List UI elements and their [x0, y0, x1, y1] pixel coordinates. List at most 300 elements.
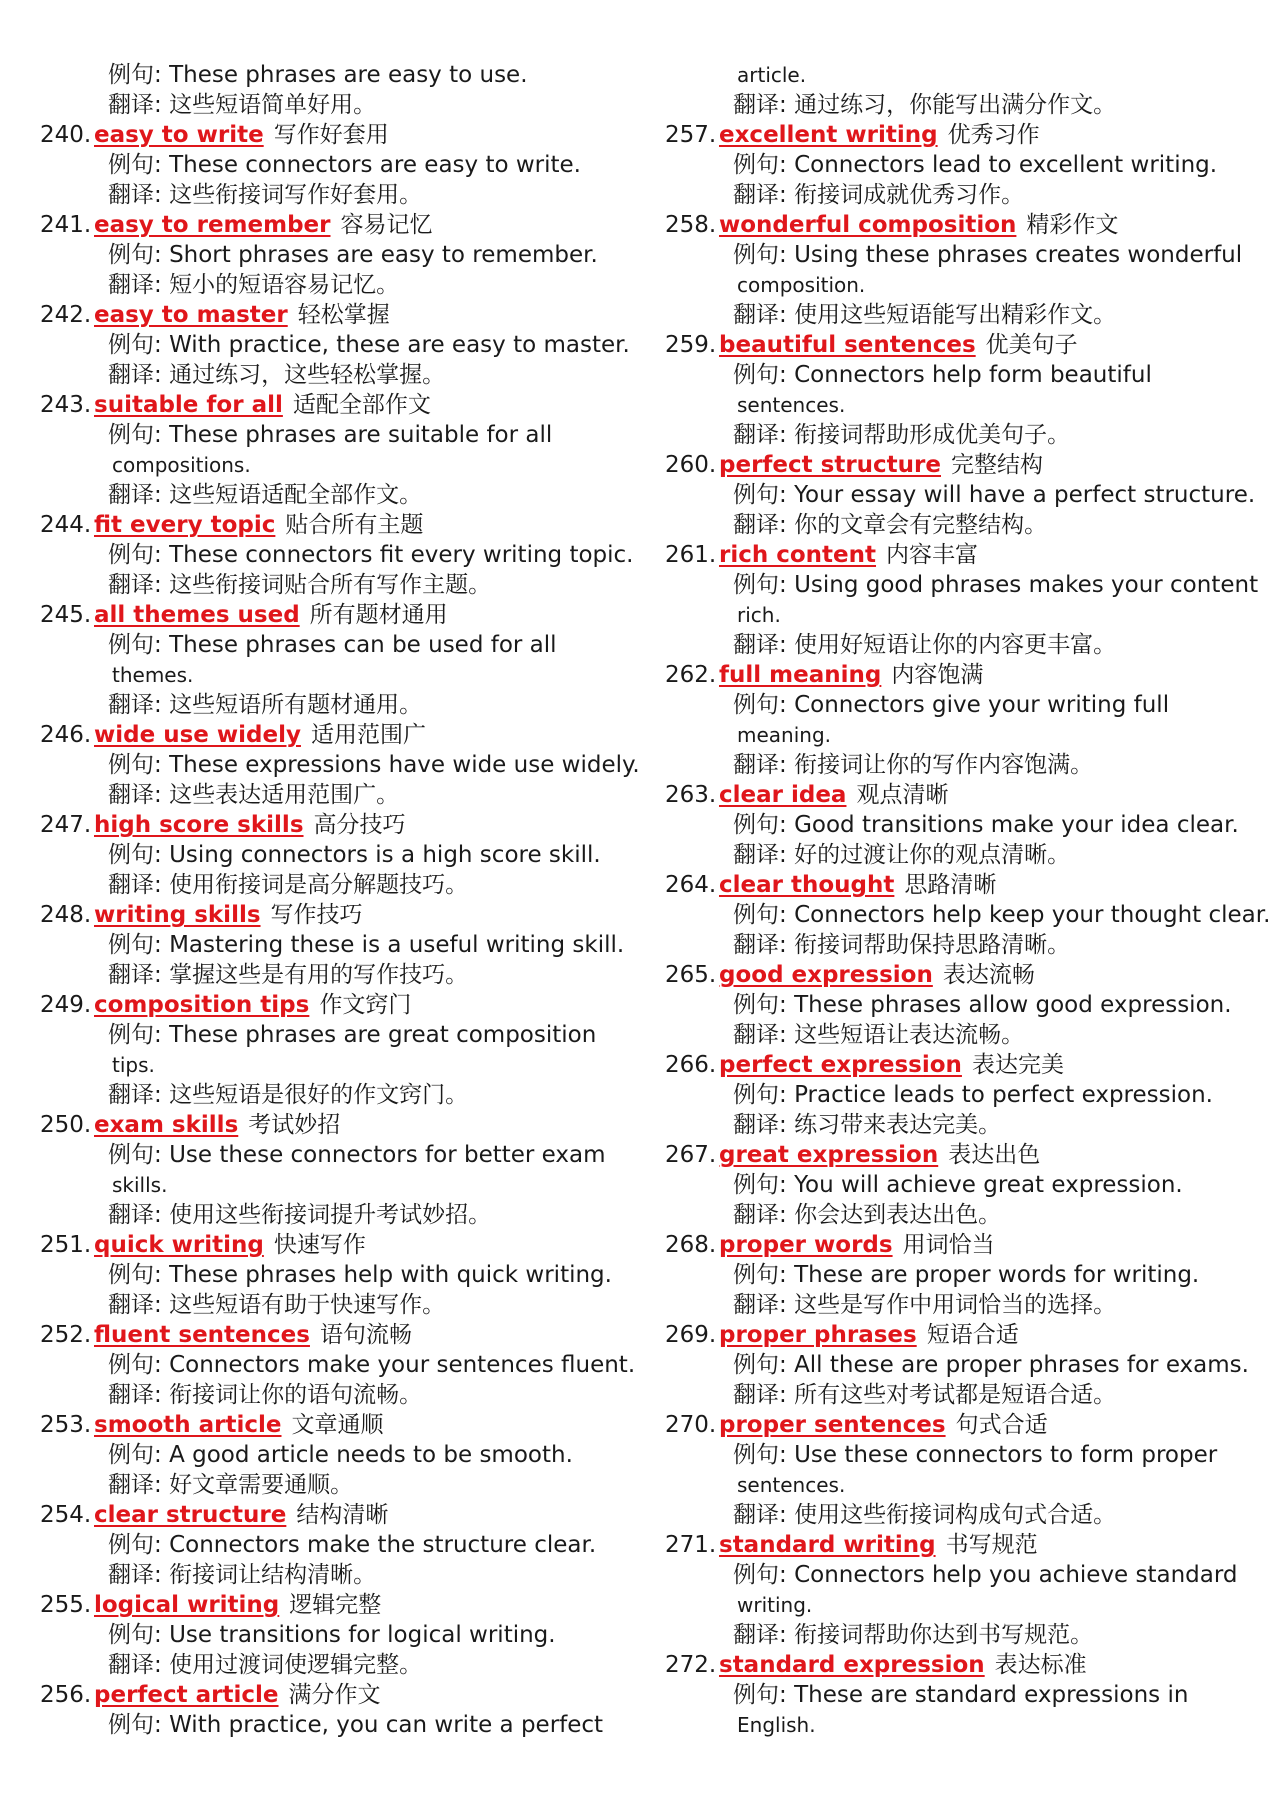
entry-term: full meaning	[719, 662, 882, 688]
entry-term: writing skills	[94, 902, 261, 928]
example-line	[665, 1440, 1265, 1470]
translation-text: 衔接词帮助形成优美句子。	[794, 422, 1071, 448]
translation-label: 翻译:	[733, 1382, 795, 1408]
example-line	[40, 1140, 640, 1170]
example-line	[40, 150, 640, 180]
translation-label: 翻译:	[108, 572, 170, 598]
entry-term: quick writing	[94, 1232, 264, 1258]
example-text: These are standard expressions in	[794, 1682, 1189, 1708]
entry-term: high score skills	[94, 812, 304, 838]
entry-chinese: 作文窍门	[319, 992, 412, 1018]
translation-label: 翻译:	[733, 302, 795, 328]
entry-number: 244.	[40, 512, 92, 538]
example-text: These phrases help with quick writing.	[169, 1262, 612, 1288]
translation-label: 翻译:	[108, 1382, 170, 1408]
entry-number: 257.	[665, 122, 717, 148]
translation-text: 练习带来表达完美。	[794, 1112, 1002, 1138]
example-continuation: skills.	[112, 1173, 168, 1197]
example-label: 例句:	[733, 1352, 795, 1378]
translation-text: 所有这些对考试都是短语合适。	[794, 1382, 1117, 1408]
entry-heading	[40, 390, 640, 420]
translation-text: 使用过渡词使逻辑完整。	[169, 1652, 423, 1678]
translation-label: 翻译:	[108, 1472, 170, 1498]
translation-line	[665, 1110, 1265, 1140]
example-label: 例句:	[108, 632, 170, 658]
example-label: 例句:	[108, 542, 170, 568]
translation-text: 衔接词让你的写作内容饱满。	[794, 752, 1094, 778]
entry-number: 272.	[665, 1652, 717, 1678]
translation-text: 使用好短语让你的内容更丰富。	[794, 632, 1117, 658]
example-line	[40, 930, 640, 960]
example-label: 例句:	[733, 242, 795, 268]
example-text: With practice, these are easy to master.	[169, 332, 630, 358]
entry-term: easy to remember	[94, 212, 331, 238]
translation-line	[665, 1290, 1265, 1320]
example-continuation: writing.	[737, 1593, 813, 1617]
translation-label: 翻译:	[108, 92, 170, 118]
entry-heading	[665, 1230, 1265, 1260]
example-label: 例句:	[108, 1262, 170, 1288]
entry-heading	[665, 1140, 1265, 1170]
translation-label: 翻译:	[733, 632, 795, 658]
translation-line	[665, 510, 1265, 540]
translation-text: 这些短语所有题材通用。	[169, 692, 423, 718]
entry-term: exam skills	[94, 1112, 239, 1138]
translation-line	[40, 780, 640, 810]
example-line	[665, 240, 1265, 270]
example-line	[665, 480, 1265, 510]
translation-line	[665, 90, 1265, 120]
translation-label: 翻译:	[108, 1652, 170, 1678]
entry-heading	[40, 1500, 640, 1530]
example-line	[665, 1170, 1265, 1200]
entry-chinese: 优美句子	[985, 332, 1078, 358]
entry-heading	[40, 1680, 640, 1710]
entry-chinese: 逻辑完整	[289, 1592, 382, 1618]
translation-line	[40, 1290, 640, 1320]
translation-label: 翻译:	[108, 692, 170, 718]
translation-text: 衔接词让你的语句流畅。	[169, 1382, 423, 1408]
example-label: 例句:	[733, 1682, 795, 1708]
example-text: These connectors are easy to write.	[169, 152, 581, 178]
entry-heading	[665, 960, 1265, 990]
entry-chinese: 观点清晰	[856, 782, 949, 808]
translation-text: 使用这些衔接词构成句式合适。	[794, 1502, 1117, 1528]
entry-chinese: 写作技巧	[270, 902, 363, 928]
example-text: Your essay will have a perfect structure.	[794, 482, 1256, 508]
translation-text: 使用这些短语能写出精彩作文。	[794, 302, 1117, 328]
translation-text: 掌握这些是有用的写作技巧。	[169, 962, 469, 988]
translation-text: 通过练习，这些轻松掌握。	[169, 362, 446, 388]
translation-line	[665, 1620, 1265, 1650]
example-line	[665, 360, 1265, 390]
example-line	[665, 690, 1265, 720]
example-text: Connectors make your sentences fluent.	[169, 1352, 636, 1378]
translation-label: 翻译:	[733, 752, 795, 778]
example-text: Use these connectors to form proper	[794, 1442, 1218, 1468]
entry-heading	[665, 1650, 1265, 1680]
example-label: 例句:	[108, 1532, 170, 1558]
translation-line	[40, 90, 640, 120]
entry-term: clear structure	[94, 1502, 287, 1528]
translation-line	[665, 1020, 1265, 1050]
entry-chinese: 精彩作文	[1026, 212, 1119, 238]
translation-label: 翻译:	[733, 1022, 795, 1048]
entry-heading	[40, 1410, 640, 1440]
entry-term: proper words	[719, 1232, 893, 1258]
entry-term: smooth article	[94, 1412, 282, 1438]
example-text: These connectors fit every writing topic.	[169, 542, 634, 568]
translation-label: 翻译:	[733, 1502, 795, 1528]
example-line	[40, 840, 640, 870]
translation-label: 翻译:	[108, 782, 170, 808]
example-label: 例句:	[733, 992, 795, 1018]
entry-heading	[665, 870, 1265, 900]
example-continuation: English.	[737, 1713, 816, 1737]
translation-line	[665, 750, 1265, 780]
entry-chinese: 表达完美	[971, 1052, 1064, 1078]
example-label: 例句:	[108, 932, 170, 958]
entry-heading	[665, 1050, 1265, 1080]
example-text: Good transitions make your idea clear.	[794, 812, 1239, 838]
entry-number: 241.	[40, 212, 92, 238]
translation-label: 翻译:	[108, 362, 170, 388]
entry-term: good expression	[719, 962, 933, 988]
entry-chinese: 优秀习作	[947, 122, 1040, 148]
entry-heading	[665, 540, 1265, 570]
translation-line	[40, 480, 640, 510]
example-text: These phrases can be used for all	[169, 632, 557, 658]
example-text: Mastering these is a useful writing skill.	[169, 932, 625, 958]
translation-text: 衔接词让结构清晰。	[169, 1562, 377, 1588]
example-text: Short phrases are easy to remember.	[169, 242, 598, 268]
example-line	[40, 240, 640, 270]
translation-line	[665, 180, 1265, 210]
example-text: Using connectors is a high score skill.	[169, 842, 601, 868]
translation-text: 好文章需要通顺。	[169, 1472, 354, 1498]
translation-line	[40, 1470, 640, 1500]
translation-label: 翻译:	[733, 512, 795, 538]
example-text: Connectors help form beautiful	[794, 362, 1152, 388]
translation-text: 这些衔接词写作好套用。	[169, 182, 423, 208]
entry-term: great expression	[719, 1142, 939, 1168]
example-text: Connectors help keep your thought clear.	[794, 902, 1271, 928]
entry-heading	[665, 780, 1265, 810]
translation-label: 翻译:	[108, 872, 170, 898]
entry-heading	[40, 510, 640, 540]
example-label: 例句:	[108, 242, 170, 268]
entry-number: 247.	[40, 812, 92, 838]
translation-text: 这些短语适配全部作文。	[169, 482, 423, 508]
entry-chinese: 表达流畅	[942, 962, 1035, 988]
entry-heading	[40, 1320, 640, 1350]
translation-line	[40, 570, 640, 600]
entry-number: 256.	[40, 1682, 92, 1708]
entry-heading	[665, 1320, 1265, 1350]
entry-number: 267.	[665, 1142, 717, 1168]
example-continuation: sentences.	[737, 393, 846, 417]
translation-label: 翻译:	[108, 1562, 170, 1588]
entry-term: clear thought	[719, 872, 895, 898]
right-column	[665, 60, 1271, 1740]
example-line	[40, 420, 640, 450]
example-line	[40, 1350, 640, 1380]
example-line	[40, 1710, 640, 1740]
entry-chinese: 快速写作	[273, 1232, 366, 1258]
translation-label: 翻译:	[733, 92, 795, 118]
example-text: These are proper words for writing.	[794, 1262, 1200, 1288]
entry-number: 242.	[40, 302, 92, 328]
entry-term: proper sentences	[719, 1412, 946, 1438]
example-text: With practice, you can write a perfect	[169, 1712, 604, 1738]
translation-text: 衔接词成就优秀习作。	[794, 182, 1025, 208]
entry-chinese: 文章通顺	[291, 1412, 384, 1438]
entry-term: easy to master	[94, 302, 288, 328]
entry-number: 259.	[665, 332, 717, 358]
entry-chinese: 结构清晰	[296, 1502, 389, 1528]
example-text: All these are proper phrases for exams.	[794, 1352, 1249, 1378]
entry-number: 246.	[40, 722, 92, 748]
entry-term: logical writing	[94, 1592, 280, 1618]
entry-chinese: 用词恰当	[902, 1232, 995, 1258]
entry-term: wonderful composition	[719, 212, 1017, 238]
example-text: These phrases are easy to use.	[169, 62, 528, 88]
example-label: 例句:	[108, 1712, 170, 1738]
example-continuation: composition.	[737, 273, 866, 297]
entry-chinese: 短语合适	[926, 1322, 1019, 1348]
translation-line	[665, 420, 1265, 450]
entry-chinese: 适用范围广	[310, 722, 426, 748]
entry-term: perfect article	[94, 1682, 279, 1708]
entry-number: 240.	[40, 122, 92, 148]
example-line	[40, 750, 640, 780]
entry-heading	[40, 720, 640, 750]
entry-number: 252.	[40, 1322, 92, 1348]
example-text: You will achieve great expression.	[794, 1172, 1183, 1198]
example-text: Connectors lead to excellent writing.	[794, 152, 1218, 178]
entry-heading	[40, 990, 640, 1020]
example-label: 例句:	[733, 812, 795, 838]
entry-number: 260.	[665, 452, 717, 478]
entry-chinese: 满分作文	[288, 1682, 381, 1708]
entry-number: 266.	[665, 1052, 717, 1078]
example-label: 例句:	[108, 752, 170, 778]
example-text: Use transitions for logical writing.	[169, 1622, 556, 1648]
example-line	[40, 330, 640, 360]
example-continuation: compositions.	[112, 453, 251, 477]
translation-line	[40, 360, 640, 390]
entry-chinese: 语句流畅	[319, 1322, 412, 1348]
translation-line	[40, 1650, 640, 1680]
translation-text: 短小的短语容易记忆。	[169, 272, 400, 298]
translation-line	[40, 1080, 640, 1110]
entry-term: perfect structure	[719, 452, 941, 478]
example-label: 例句:	[733, 1082, 795, 1108]
entry-heading	[40, 810, 640, 840]
example-text: Connectors make the structure clear.	[169, 1532, 597, 1558]
example-label: 例句:	[733, 1562, 795, 1588]
translation-text: 你的文章会有完整结构。	[794, 512, 1048, 538]
entry-term: suitable for all	[94, 392, 283, 418]
entry-chinese: 思路清晰	[904, 872, 997, 898]
entry-number: 264.	[665, 872, 717, 898]
entry-heading	[665, 1530, 1265, 1560]
example-label: 例句:	[108, 1352, 170, 1378]
entry-heading	[40, 900, 640, 930]
example-label: 例句:	[733, 692, 795, 718]
entry-number: 255.	[40, 1592, 92, 1618]
example-line	[665, 150, 1265, 180]
example-label: 例句:	[733, 152, 795, 178]
example-label: 例句:	[108, 842, 170, 868]
example-label: 例句:	[733, 362, 795, 388]
entry-heading	[40, 1110, 640, 1140]
example-line	[665, 990, 1265, 1020]
entry-heading	[40, 120, 640, 150]
example-text: These phrases allow good expression.	[794, 992, 1232, 1018]
example-text: Using these phrases creates wonderful	[794, 242, 1243, 268]
entry-chinese: 所有题材通用	[309, 602, 448, 628]
example-line	[40, 1530, 640, 1560]
example-label: 例句:	[108, 1622, 170, 1648]
translation-label: 翻译:	[733, 842, 795, 868]
translation-text: 这些短语有助于快速写作。	[169, 1292, 446, 1318]
entry-chinese: 内容饱满	[891, 662, 984, 688]
translation-text: 这些衔接词贴合所有写作主题。	[169, 572, 492, 598]
example-label: 例句:	[733, 572, 795, 598]
example-label: 例句:	[733, 1262, 795, 1288]
entry-heading	[665, 450, 1265, 480]
example-line	[665, 1680, 1265, 1710]
entry-chinese: 书写规范	[945, 1532, 1038, 1558]
example-text: Using good phrases makes your content	[794, 572, 1259, 598]
entry-term: beautiful sentences	[719, 332, 976, 358]
example-line	[40, 1260, 640, 1290]
example-line	[665, 810, 1265, 840]
entry-chinese: 写作好套用	[273, 122, 389, 148]
entry-term: excellent writing	[719, 122, 938, 148]
example-line	[40, 60, 640, 90]
entry-chinese: 表达标准	[994, 1652, 1087, 1678]
translation-text: 通过练习，你能写出满分作文。	[794, 92, 1117, 118]
entry-heading	[40, 1590, 640, 1620]
example-label: 例句:	[108, 422, 170, 448]
entry-number: 251.	[40, 1232, 92, 1258]
entry-chinese: 句式合适	[955, 1412, 1048, 1438]
entry-chinese: 轻松掌握	[297, 302, 390, 328]
entry-heading	[665, 660, 1265, 690]
example-continuation: meaning.	[737, 723, 832, 747]
example-label: 例句:	[733, 482, 795, 508]
example-text: These phrases are suitable for all	[169, 422, 553, 448]
example-line	[665, 1080, 1265, 1110]
entry-term: fluent sentences	[94, 1322, 310, 1348]
translation-label: 翻译:	[108, 272, 170, 298]
entry-term: perfect expression	[719, 1052, 962, 1078]
entry-heading	[665, 120, 1265, 150]
example-label: 例句:	[108, 1022, 170, 1048]
example-line	[40, 1620, 640, 1650]
example-text: Practice leads to perfect expression.	[794, 1082, 1213, 1108]
entry-chinese: 容易记忆	[340, 212, 433, 238]
example-continuation: tips.	[112, 1053, 155, 1077]
translation-text: 好的过渡让你的观点清晰。	[794, 842, 1071, 868]
translation-label: 翻译:	[108, 1082, 170, 1108]
entry-heading	[40, 600, 640, 630]
translation-text: 这些短语简单好用。	[169, 92, 377, 118]
example-label: 例句:	[108, 152, 170, 178]
entry-number: 250.	[40, 1112, 92, 1138]
translation-text: 这些短语让表达流畅。	[794, 1022, 1025, 1048]
example-label: 例句:	[733, 902, 795, 928]
translation-line	[40, 960, 640, 990]
entry-term: easy to write	[94, 122, 264, 148]
translation-line	[665, 1200, 1265, 1230]
example-text: These expressions have wide use widely.	[169, 752, 640, 778]
translation-text: 这些短语是很好的作文窍门。	[169, 1082, 469, 1108]
entry-chinese: 考试妙招	[248, 1112, 341, 1138]
entry-heading	[665, 330, 1265, 360]
entry-chinese: 适配全部作文	[292, 392, 431, 418]
translation-label: 翻译:	[733, 932, 795, 958]
example-text: A good article needs to be smooth.	[169, 1442, 573, 1468]
example-line	[40, 1440, 640, 1470]
entry-number: 245.	[40, 602, 92, 628]
translation-line	[40, 1200, 640, 1230]
example-text: These phrases are great composition	[169, 1022, 597, 1048]
entry-chinese: 表达出色	[948, 1142, 1041, 1168]
entry-number: 263.	[665, 782, 717, 808]
translation-text: 你会达到表达出色。	[794, 1202, 1002, 1228]
example-continuation: article.	[737, 63, 807, 87]
entry-number: 254.	[40, 1502, 92, 1528]
entry-number: 262.	[665, 662, 717, 688]
example-text: Connectors give your writing full	[794, 692, 1170, 718]
example-line	[665, 1560, 1265, 1590]
translation-label: 翻译:	[733, 1202, 795, 1228]
entry-number: 261.	[665, 542, 717, 568]
entry-number: 243.	[40, 392, 92, 418]
translation-line	[665, 930, 1265, 960]
entry-term: standard writing	[719, 1532, 936, 1558]
entry-number: 249.	[40, 992, 92, 1018]
translation-label: 翻译:	[733, 1112, 795, 1138]
entry-number: 248.	[40, 902, 92, 928]
translation-line	[40, 180, 640, 210]
translation-label: 翻译:	[733, 422, 795, 448]
example-continuation: themes.	[112, 663, 194, 687]
example-label: 例句:	[733, 1442, 795, 1468]
entry-heading	[40, 300, 640, 330]
translation-line	[665, 300, 1265, 330]
translation-label: 翻译:	[733, 182, 795, 208]
translation-line	[40, 1380, 640, 1410]
entry-term: clear idea	[719, 782, 847, 808]
example-label: 例句:	[733, 1172, 795, 1198]
translation-text: 使用衔接词是高分解题技巧。	[169, 872, 469, 898]
example-text: Connectors help you achieve standard	[794, 1562, 1238, 1588]
translation-label: 翻译:	[108, 482, 170, 508]
translation-text: 这些是写作中用词恰当的选择。	[794, 1292, 1117, 1318]
translation-label: 翻译:	[733, 1292, 795, 1318]
translation-line	[40, 270, 640, 300]
example-continuation: rich.	[737, 603, 781, 627]
entry-heading	[40, 1230, 640, 1260]
translation-line	[665, 1500, 1265, 1530]
entry-chinese: 贴合所有主题	[285, 512, 424, 538]
translation-line	[40, 870, 640, 900]
translation-label: 翻译:	[108, 1292, 170, 1318]
